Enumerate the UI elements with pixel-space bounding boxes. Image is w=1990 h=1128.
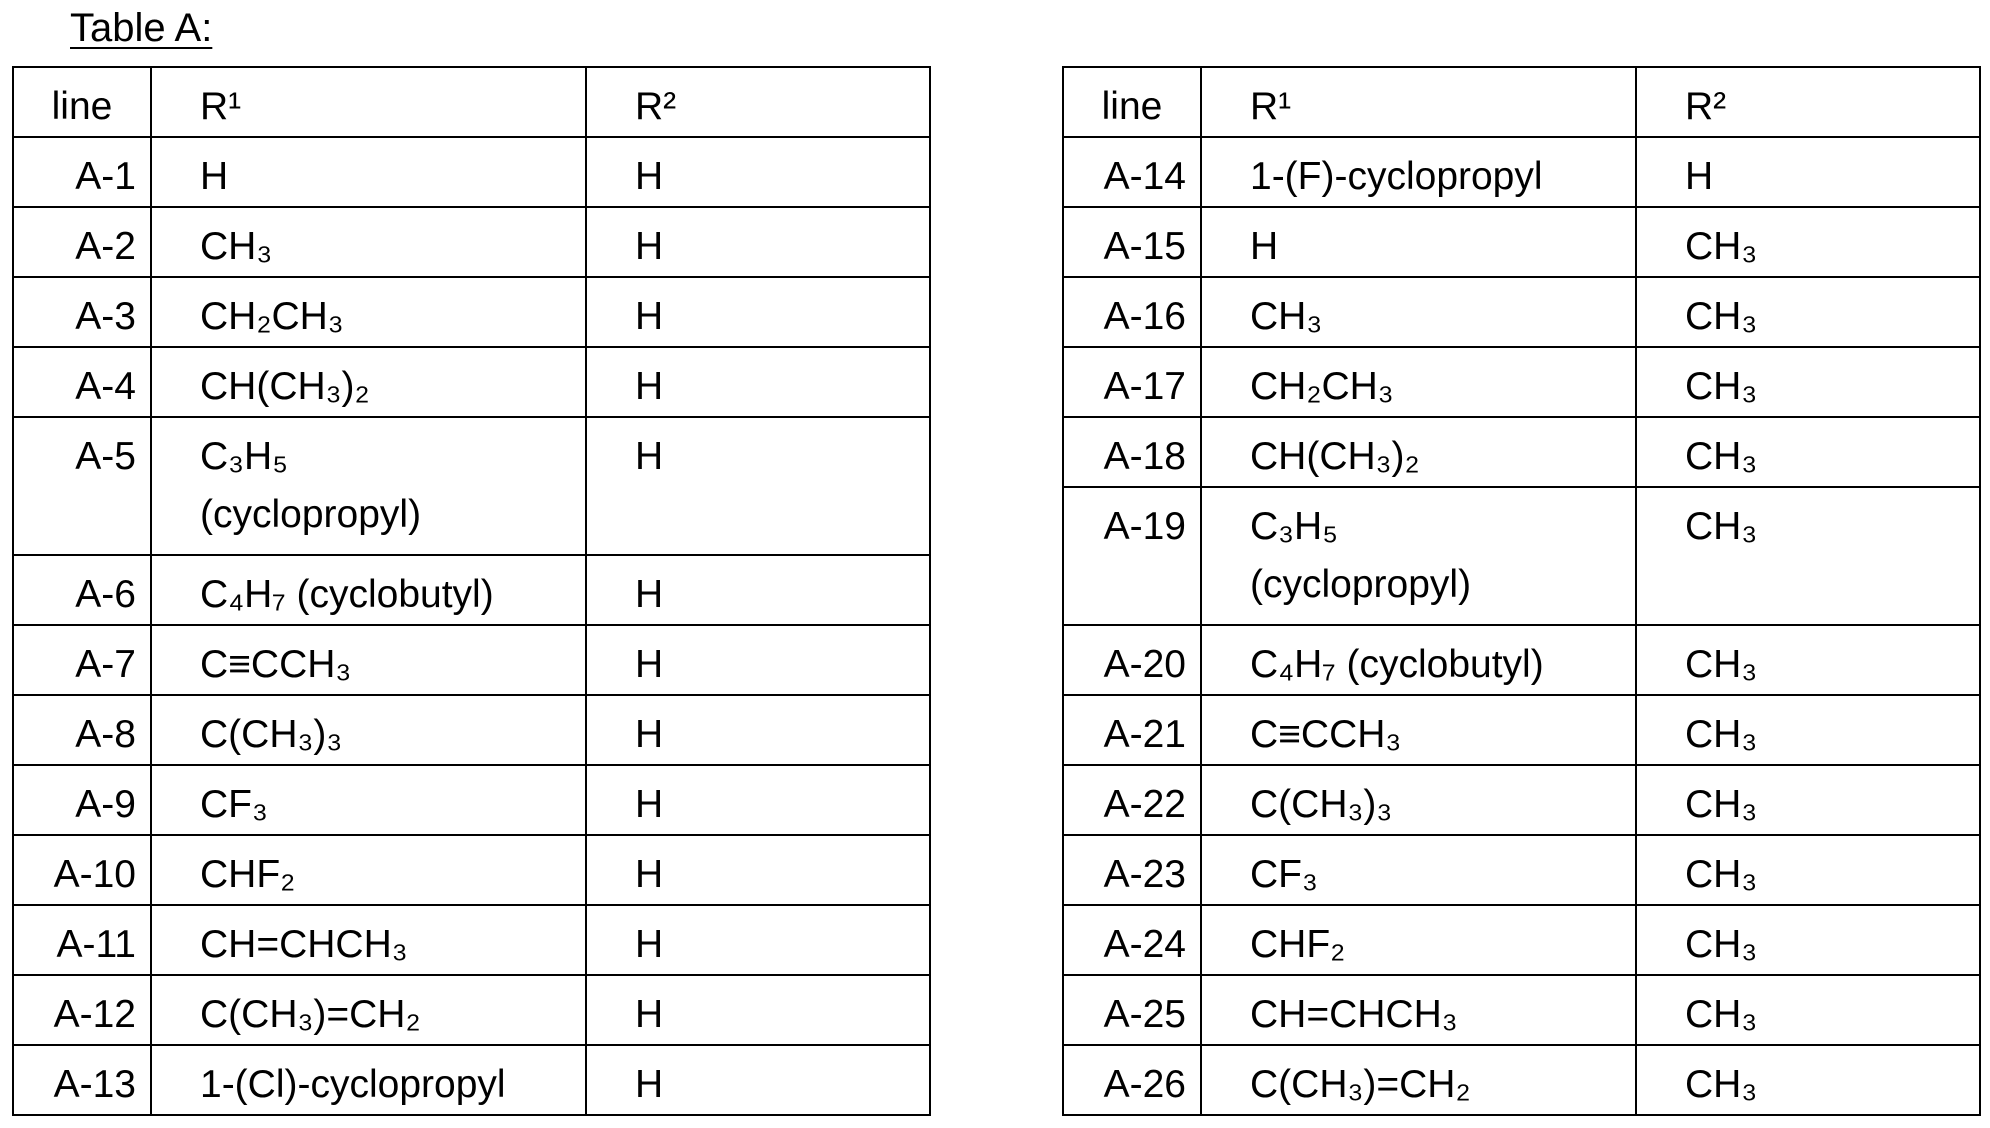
line-cell: A-26 (1063, 1045, 1201, 1115)
r1-cell: CH₂CH₃ (1201, 347, 1636, 417)
table-a-right (1062, 66, 1981, 1116)
r1-cell: CH₃ (1201, 277, 1636, 347)
r1-cell: C₃H₅ (cyclopropyl) (1201, 487, 1636, 625)
line-cell: A-17 (1063, 347, 1201, 417)
table-row (13, 625, 930, 695)
table-row (1063, 905, 1980, 975)
r2-cell: CH₃ (1636, 1045, 1980, 1115)
line-cell: A-8 (13, 695, 151, 765)
table-row (13, 207, 930, 277)
table-row (1063, 975, 1980, 1045)
table-row (13, 695, 930, 765)
r1-cell: C≡CCH₃ (1201, 695, 1636, 765)
r1-cell: CH(CH₃)₂ (151, 347, 586, 417)
line-cell: A-22 (1063, 765, 1201, 835)
r1-cell: C₄H₇ (cyclobutyl) (1201, 625, 1636, 695)
line-cell: A-21 (1063, 695, 1201, 765)
line-cell: A-10 (13, 835, 151, 905)
r1-cell: C(CH₃)=CH₂ (1201, 1045, 1636, 1115)
r2-cell: H (586, 765, 930, 835)
header-line: line (1063, 67, 1201, 137)
r1-cell: CH₃ (151, 207, 586, 277)
header-r2: R² (586, 67, 930, 137)
line-cell: A-15 (1063, 207, 1201, 277)
line-cell: A-19 (1063, 487, 1201, 625)
table-row (13, 277, 930, 347)
r2-cell: H (1636, 137, 1980, 207)
r2-cell: CH₃ (1636, 347, 1980, 417)
r1-cell: 1-(F)-cyclopropyl (1201, 137, 1636, 207)
r2-cell: CH₃ (1636, 905, 1980, 975)
r2-cell: CH₃ (1636, 417, 1980, 487)
r1-cell: C≡CCH₃ (151, 625, 586, 695)
r1-cell: C(CH₃)=CH₂ (151, 975, 586, 1045)
table-row (1063, 487, 1980, 625)
line-cell: A-2 (13, 207, 151, 277)
line-cell: A-13 (13, 1045, 151, 1115)
line-cell: A-23 (1063, 835, 1201, 905)
r2-cell: H (586, 695, 930, 765)
r2-cell: H (586, 417, 930, 555)
header-row (1063, 67, 1980, 137)
r1-cell: CF₃ (151, 765, 586, 835)
r1-cell: C₄H₇ (cyclobutyl) (151, 555, 586, 625)
r1-cell: C₃H₅ (cyclopropyl) (151, 417, 586, 555)
line-cell: A-16 (1063, 277, 1201, 347)
table-row (13, 905, 930, 975)
header-line: line (13, 67, 151, 137)
r1-cell: 1-(Cl)-cyclopropyl (151, 1045, 586, 1115)
line-cell: A-14 (1063, 137, 1201, 207)
table-row (1063, 625, 1980, 695)
line-cell: A-5 (13, 417, 151, 555)
line-cell: A-12 (13, 975, 151, 1045)
table-row (13, 835, 930, 905)
line-cell: A-20 (1063, 625, 1201, 695)
r1-cell: CH=CHCH₃ (1201, 975, 1636, 1045)
r2-cell: CH₃ (1636, 277, 1980, 347)
r1-cell: C(CH₃)₃ (1201, 765, 1636, 835)
line-cell: A-18 (1063, 417, 1201, 487)
table-row (1063, 765, 1980, 835)
line-cell: A-1 (13, 137, 151, 207)
r1-cell: CH(CH₃)₂ (1201, 417, 1636, 487)
table-row (13, 765, 930, 835)
header-row (13, 67, 930, 137)
r2-cell: H (586, 137, 930, 207)
r1-cell: CHF₂ (1201, 905, 1636, 975)
r1-cell: CH₂CH₃ (151, 277, 586, 347)
r1-cell: CHF₂ (151, 835, 586, 905)
header-r1: R¹ (1201, 67, 1636, 137)
r1-cell: H (1201, 207, 1636, 277)
table-row (1063, 417, 1980, 487)
header-r1: R¹ (151, 67, 586, 137)
r2-cell: H (586, 555, 930, 625)
table-row (1063, 695, 1980, 765)
table-row (1063, 835, 1980, 905)
r2-cell: CH₃ (1636, 487, 1980, 625)
table-row (1063, 277, 1980, 347)
table-row (13, 347, 930, 417)
r2-cell: CH₃ (1636, 765, 1980, 835)
r2-cell: H (586, 1045, 930, 1115)
table-row (1063, 207, 1980, 277)
table-a-left (12, 66, 931, 1116)
r2-cell: H (586, 207, 930, 277)
r1-cell: CH=CHCH₃ (151, 905, 586, 975)
header-r2: R² (1636, 67, 1980, 137)
table-row (13, 555, 930, 625)
r1-cell: C(CH₃)₃ (151, 695, 586, 765)
table-row (13, 1045, 930, 1115)
r2-cell: CH₃ (1636, 625, 1980, 695)
line-cell: A-25 (1063, 975, 1201, 1045)
table-title: Table A: (70, 6, 212, 51)
table-row (1063, 137, 1980, 207)
r2-cell: H (586, 975, 930, 1045)
line-cell: A-4 (13, 347, 151, 417)
table-row (13, 417, 930, 555)
table-row (13, 975, 930, 1045)
line-cell: A-6 (13, 555, 151, 625)
r2-cell: CH₃ (1636, 695, 1980, 765)
r2-cell: H (586, 905, 930, 975)
table-row (13, 137, 930, 207)
line-cell: A-9 (13, 765, 151, 835)
r2-cell: H (586, 835, 930, 905)
line-cell: A-24 (1063, 905, 1201, 975)
r1-cell: CF₃ (1201, 835, 1636, 905)
table-row (1063, 347, 1980, 417)
r2-cell: H (586, 347, 930, 417)
r2-cell: CH₃ (1636, 975, 1980, 1045)
table-row (1063, 1045, 1980, 1115)
r2-cell: H (586, 277, 930, 347)
r2-cell: CH₃ (1636, 207, 1980, 277)
line-cell: A-7 (13, 625, 151, 695)
r2-cell: H (586, 625, 930, 695)
line-cell: A-3 (13, 277, 151, 347)
r1-cell: H (151, 137, 586, 207)
r2-cell: CH₃ (1636, 835, 1980, 905)
line-cell: A-11 (13, 905, 151, 975)
